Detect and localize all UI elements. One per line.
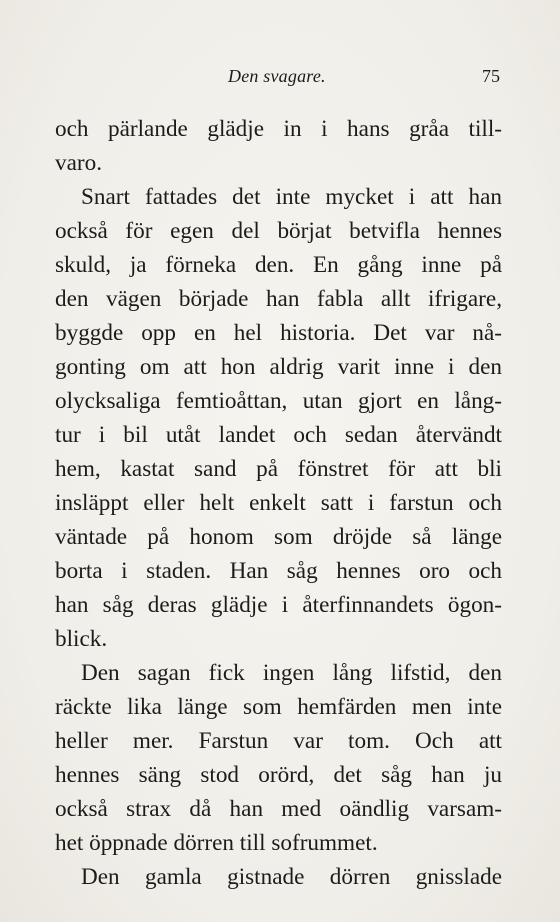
text-line: het öppnade dörren till sofrummet. bbox=[55, 830, 378, 856]
text-line: Snart fattades det inte mycket i att han bbox=[81, 184, 502, 210]
text-line: byggde opp en hel historia. Det var nå- bbox=[55, 320, 502, 346]
text-line: också för egen del börjat betvifla hennes bbox=[55, 218, 502, 244]
text-line: tur i bil utåt landet och sedan återvändt bbox=[55, 422, 502, 448]
text-line: han såg deras glädje i återfinnandets ögon- bbox=[55, 592, 502, 618]
text-line: insläppt eller helt enkelt satt i farstun och bbox=[55, 490, 502, 516]
text-line: och pärlande glädje in i hans gråa till- bbox=[55, 116, 502, 142]
text-line: skuld, ja förneka den. En gång inne på bbox=[55, 252, 502, 278]
text-line: heller mer. Farstun var tom. Och att bbox=[55, 728, 502, 754]
text-line: Den gamla gistnade dörren gnisslade bbox=[81, 864, 502, 890]
text-line: olycksaliga femtioåttan, utan gjort en lång- bbox=[55, 388, 502, 414]
text-line: gonting om att hon aldrig varit inne i den bbox=[55, 354, 502, 380]
body-text bbox=[55, 112, 502, 894]
text-line: väntade på honom som dröjde så länge bbox=[55, 524, 502, 550]
text-line: varo. bbox=[55, 150, 102, 176]
page-header bbox=[0, 66, 560, 90]
text-line: hem, kastat sand på fönstret för att bli bbox=[55, 456, 502, 482]
running-title: Den svagare. bbox=[228, 66, 326, 86]
text-line: räckte lika länge som hemfärden men inte bbox=[55, 694, 502, 720]
text-line: Den sagan fick ingen lång lifstid, den bbox=[81, 660, 502, 686]
text-line: också strax då han med oändlig varsam- bbox=[55, 796, 502, 822]
page-number: 75 bbox=[482, 66, 500, 86]
text-line: den vägen började han fabla allt ifrigare, bbox=[55, 286, 502, 312]
text-line: hennes säng stod orörd, det såg han ju bbox=[55, 762, 502, 788]
text-line: borta i staden. Han såg hennes oro och bbox=[55, 558, 502, 584]
text-line: blick. bbox=[55, 626, 108, 652]
